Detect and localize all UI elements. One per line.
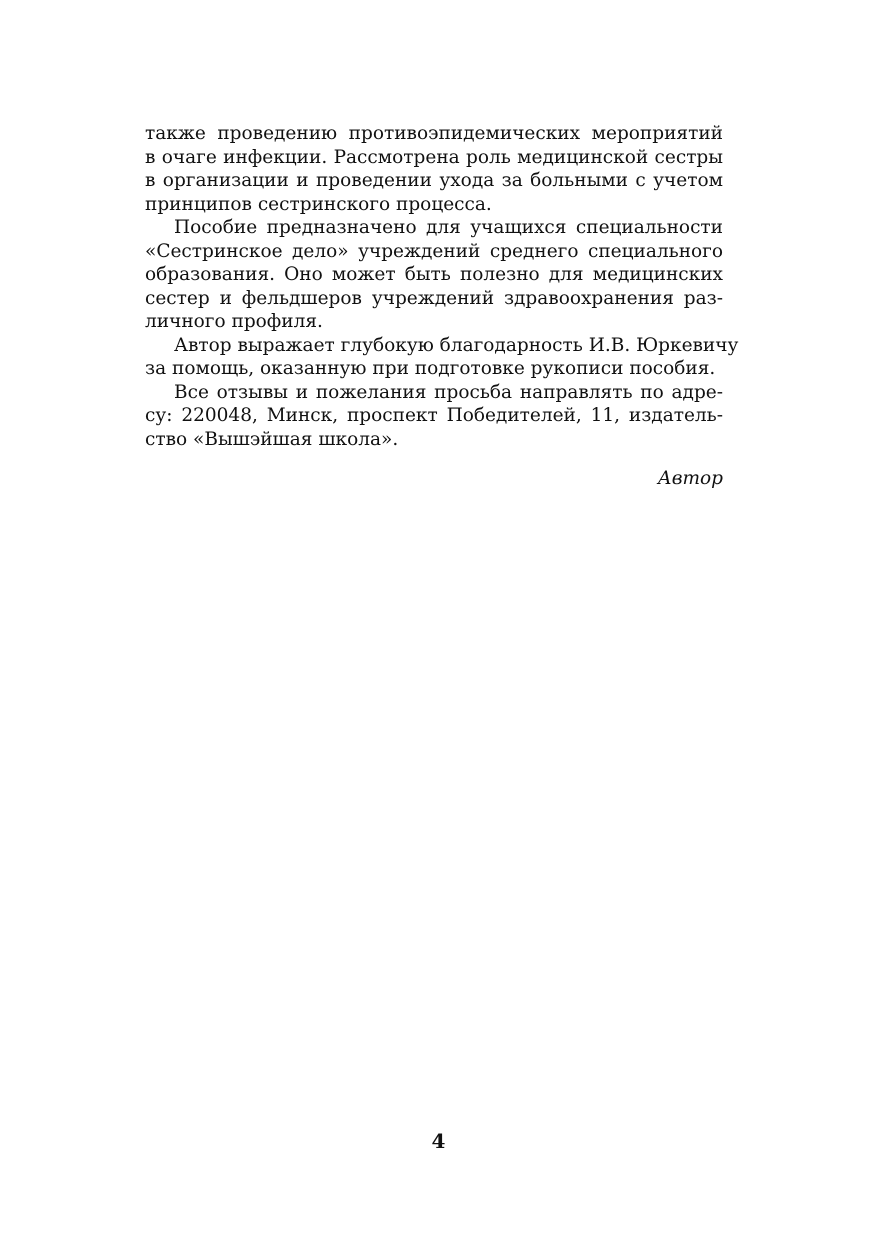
page-number: 4	[431, 1129, 446, 1153]
text-line: Все отзывы и пожелания просьба направлять по адре-	[174, 381, 723, 403]
text-line: Автор выражает глубокую благодарность И.В. Юркевичу	[174, 334, 739, 356]
text-line: Пособие предназначено для учащихся специальности	[174, 217, 723, 238]
paragraph-audience	[145, 216, 723, 334]
text-line: в организации и проведении ухода за больными с учетом	[145, 170, 723, 191]
text-line: в очаге инфекции. Рассмотрена роль медицинской сестры	[145, 146, 723, 168]
author-signature: Автор	[657, 468, 723, 489]
text-line: также проведению противоэпидемических мероприятий	[145, 123, 723, 144]
text-line: образования. Оно может быть полезно для медицинских	[145, 264, 723, 285]
text-line: за помощь, оказанную при подготовке рукописи пособия.	[145, 358, 716, 379]
paragraph-acknowledgement	[145, 334, 739, 381]
text-line: личного профиля.	[145, 311, 323, 332]
text-line: «Сестринское дело» учреждений среднего специального	[145, 240, 723, 262]
text-line: су: 220048, Минск, проспект Победителей, 11, издатель-	[145, 405, 723, 426]
paragraph-scope	[145, 122, 723, 216]
text-line: ство «Вышэйшая школа».	[145, 428, 399, 450]
paragraph-feedback	[145, 381, 723, 452]
text-line: сестер и фельдшеров учреждений здравоохранения раз-	[145, 287, 723, 309]
body-text	[145, 122, 739, 451]
text-line: принципов сестринского процесса.	[145, 193, 492, 215]
